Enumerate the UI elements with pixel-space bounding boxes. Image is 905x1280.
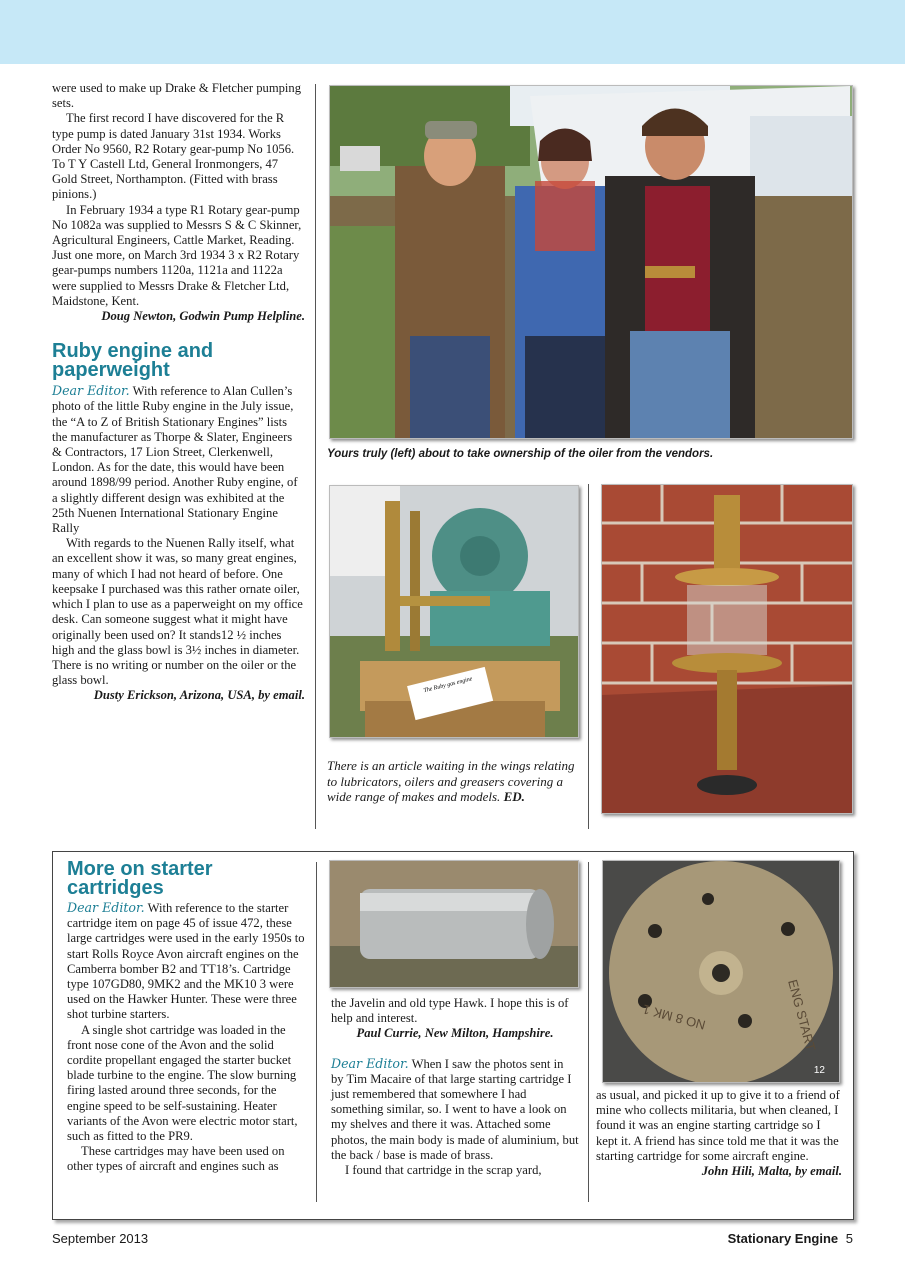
- paragraph: as usual, and picked it up to give it to a friend of mine who collects militaria, but when cleaned, I found it was an engine starting cartridge so I kept it. A friend has since told me that it was the starting cartridge for some aircraft engine.: [596, 1088, 840, 1163]
- box-column-3: [596, 1088, 842, 1179]
- disc-marking: ENG START: [785, 977, 819, 1053]
- paragraph: In February 1934 a type R1 Rotary gear-pump No 1082a was supplied to Messrs S & C Skinner, Agricultural Engineers, Cattle Market, Reading. Just one more, on March 3rd 1934 3 x R2 Rotary gear-pumps numbers 1120a, 1121a and 1122a were supplied to Messrs Drake & Fletcher Ltd, Maidstone, Kent.: [52, 202, 302, 308]
- paragraph: With reference to the starter cartridge item on page 45 of issue 472, these large cartridges were used in the early 1950s to start Rolls Royce Avon aircraft engines on the Camberra bomber B2 and TT18’s. Cartridge type 107GD80, 9MK2 and the MK10 3 were used on the Hawker Hunter. These were three shot turbine starters.: [67, 901, 305, 1022]
- column-rule: [316, 862, 317, 1202]
- header-band: [0, 0, 905, 64]
- section-heading: More on starter cartridges: [67, 858, 213, 899]
- caption-article: [327, 758, 582, 805]
- signature: Doug Newton, Godwin Pump Helpline.: [101, 309, 305, 324]
- box-column-2: [331, 996, 579, 1178]
- magazine-title: Stationary Engine: [727, 1231, 839, 1246]
- dear-editor: Dear Editor.: [67, 900, 145, 915]
- paragraph: With regards to the Nuenen Rally itself, what an excellent show it was, so many great engines, many of which I had not heard of before. One keepsake I purchased was this rather ornate oiler, which I plan to use as a paperweight on my office desk. Can someone suggest what it might have originally been used on? It stands12 ½ inches high and the glass bowl is 3½ inches in diameter. There is no writing or number on the oiler or the glass bowl.: [52, 536, 303, 688]
- dear-editor: Dear Editor.: [331, 1055, 409, 1071]
- paragraph: the Javelin and old type Hawk. I hope this is of help and interest.: [331, 996, 569, 1026]
- signature: John Hili, Malta, by email.: [701, 1164, 842, 1179]
- column-1: [52, 81, 305, 704]
- caption-vendors: Yours truly (left) about to take ownership of the oiler from the vendors.: [327, 448, 714, 460]
- photo-cartridge: [329, 860, 579, 988]
- dear-editor: Dear Editor.: [52, 383, 130, 399]
- photo-ruby-engine: [329, 485, 579, 738]
- engine-plate-text: The Ruby gas engine: [423, 676, 474, 695]
- footer-date: September 2013: [52, 1231, 149, 1246]
- caption-ed: ED.: [503, 789, 525, 804]
- paragraph: A single shot cartridge was loaded in the front nose cone of the Avon and the solid cordite propellant engaged the starter bucket blade turbine to the engine. The slow burning firing lasted around three seconds, for the engine speed to be self-sustaining. Heater variants of the Avon were electric motor start, such as fitted to the PR9.: [67, 1022, 298, 1144]
- photo-oiler: [601, 484, 853, 814]
- paragraph: When I saw the photos sent in by Tim Macaire of that large starting cartridge I just remembered that somewhere I had something similar, so. I went to have a look on my shelves and there it was. Attached some photos, the main body is made of aluminium, but the back / base is made of brass.: [331, 1056, 579, 1162]
- paragraph: were used to make up Drake & Fletcher pumping sets.: [52, 81, 302, 111]
- signature: Paul Currie, New Milton, Hampshire.: [356, 1026, 554, 1041]
- paragraph: These cartridges may have been used on other types of aircraft and engines such as: [67, 1144, 285, 1174]
- section-heading: Ruby engine and paperweight: [52, 340, 214, 382]
- footer-magazine: [728, 1231, 853, 1246]
- signature: Dusty Erickson, Arizona, USA, by email.: [93, 688, 305, 703]
- paragraph: With reference to Alan Cullen’s photo of the little Ruby engine in the July issue, the “A to Z of British Stationary Engines” lists the manufacturer as Thorpe & Slater, Engineers & Contractors, 17 Lion Street, Clerkenwell, London. As for the date, this would have been around 1898/99 period. Another Ruby engine, of a slightly different design was exhibited at the 25th Nuenen International Stationary Engine Rally: [52, 384, 298, 536]
- paragraph: I found that cartridge in the scrap yard,: [345, 1163, 542, 1178]
- column-rule: [315, 84, 316, 829]
- column-rule: [588, 862, 589, 1202]
- photo-vendors: [329, 85, 853, 439]
- disc-marking: NO 8 MK 1: [641, 1001, 708, 1033]
- caption-text: There is an article waiting in the wings relating to lubricators, oilers and greasers covering a wide range of makes and models.: [327, 758, 575, 804]
- box-column-1: [67, 860, 309, 1175]
- photo-number: 12: [813, 1065, 825, 1076]
- column-rule: [588, 484, 589, 829]
- photo-cartridge-base: [602, 860, 840, 1083]
- paragraph: The first record I have discovered for the R type pump is dated January 31st 1934. Works Order No 9560, R2 Rotary gear-pump No 1056. To T Y Castell Ltd, General Ironmongers, 47 Gold Street, Northampton. (Fitted with brass pinions.): [52, 111, 295, 202]
- page-number: 5: [845, 1231, 853, 1246]
